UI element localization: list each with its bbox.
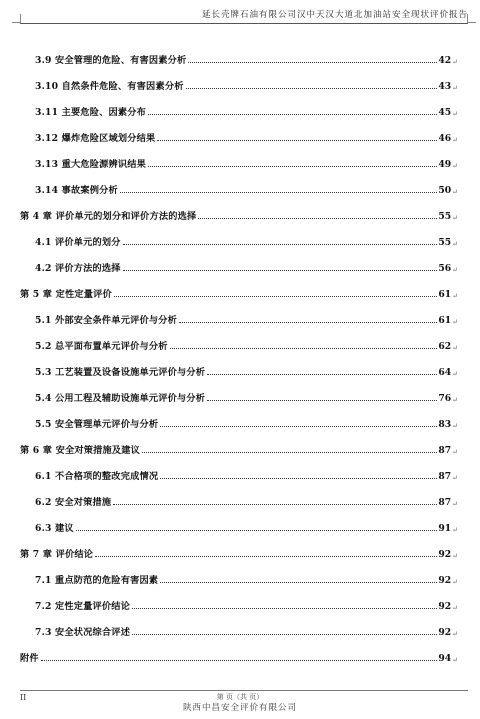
toc-leader-dots [142,452,437,453]
paragraph-mark-icon: ↵ [452,136,458,144]
toc-entry[interactable] [20,612,458,638]
toc-entry-label: 7.1 重点防范的危险有害因素 [35,575,159,586]
toc-entry-page-number: 87 [438,471,452,482]
toc-entry[interactable] [20,300,458,326]
toc-entry[interactable] [20,326,458,352]
toc-entry-page-number: 55 [438,211,452,222]
toc-entry-label: 第 5 章 定性定量评价 [20,289,112,300]
toc-entry-page-number: 56 [438,263,452,274]
toc-entry[interactable] [20,430,458,456]
toc-leader-dots [123,244,438,245]
toc-entry[interactable] [20,378,458,404]
toc-entry[interactable] [20,196,458,222]
paragraph-mark-icon: ↵ [452,240,458,248]
crop-mark-top-right [467,14,476,23]
header-rule [20,23,468,24]
toc-entry-page-number: 94 [438,653,452,664]
paragraph-mark-icon: ↵ [452,110,458,118]
toc-entry-page-number: 62 [438,341,452,352]
page-header: 延长壳牌石油有限公司汉中天汉大道北加油站安全现状评价报告 [201,10,468,20]
toc-leader-dots [41,660,438,661]
paragraph-mark-icon: ↵ [452,162,458,170]
toc-entry-label: 3.13 重大危险源辨识结果 [35,159,147,170]
toc-entry[interactable] [20,248,458,274]
toc-entry[interactable] [20,508,458,534]
toc-leader-dots [114,296,437,297]
toc-entry-label: 5.4 公用工程及辅助设施单元评价与分析 [35,393,206,404]
toc-entry-label: 3.12 爆炸危险区域划分结果 [35,133,156,144]
toc-entry-page-number: 42 [438,55,452,66]
paragraph-mark-icon: ↵ [452,604,458,612]
paragraph-mark-icon: ↵ [452,188,458,196]
toc-entry-label: 6.3 建议 [35,523,74,534]
toc-leader-dots [188,62,437,63]
toc-entry-page-number: 50 [438,185,452,196]
paragraph-mark-icon: ↵ [452,656,458,664]
paragraph-mark-icon: ↵ [452,266,458,274]
toc-entry-page-number: 49 [438,159,452,170]
footer-roman-page: II [20,693,27,702]
toc-entry-label: 4.2 评价方法的选择 [35,263,121,274]
toc-entry-page-number: 76 [438,393,452,404]
toc-entry-page-number: 91 [438,523,452,534]
toc-entry-page-number: 61 [438,289,452,300]
toc-entry[interactable] [20,352,458,378]
toc-entry[interactable] [20,274,458,300]
toc-entry-label: 3.14 事故案例分析 [35,185,118,196]
toc-leader-dots [198,218,437,219]
toc-entry[interactable] [20,534,458,560]
toc-entry-label: 7.2 定性定量评价结论 [35,601,131,612]
toc-entry-page-number: 64 [438,367,452,378]
paragraph-mark-icon: ↵ [452,396,458,404]
toc-entry-label: 3.9 安全管理的危险、有害因素分析 [35,55,187,66]
toc-leader-dots [170,348,438,349]
toc-entry-page-number: 45 [438,107,452,118]
toc-entry-page-number: 87 [438,497,452,508]
toc-entry-label: 7.3 安全状况综合评述 [35,627,131,638]
toc-entry-page-number: 55 [438,237,452,248]
paragraph-mark-icon: ↵ [452,292,458,300]
toc-entry[interactable] [20,144,458,170]
toc-entry[interactable] [20,586,458,612]
toc-entry[interactable] [20,482,458,508]
toc-leader-dots [132,608,437,609]
paragraph-mark-icon: ↵ [452,84,458,92]
paragraph-mark-icon: ↵ [452,448,458,456]
toc-entry-label: 4.1 评价单元的划分 [35,237,121,248]
toc-leader-dots [148,166,437,167]
paragraph-mark-icon: ↵ [452,474,458,482]
toc-entry-page-number: 92 [438,549,452,560]
toc-entry-label: 6.1 不合格项的整改完成情况 [35,471,159,482]
toc-entry[interactable] [20,404,458,430]
toc-entry-page-number: 92 [438,627,452,638]
toc-entry-label: 第 6 章 安全对策措施及建议 [20,445,141,456]
paragraph-mark-icon: ↵ [452,58,458,66]
toc-leader-dots [160,478,437,479]
toc-leader-dots [113,504,437,505]
paragraph-mark-icon: ↵ [452,526,458,534]
toc-leader-dots [157,140,437,141]
paragraph-mark-icon: ↵ [452,370,458,378]
toc-entry-page-number: 46 [438,133,452,144]
paragraph-mark-icon: ↵ [452,214,458,222]
toc-entry-page-number: 61 [438,315,452,326]
toc-leader-dots [120,192,437,193]
paragraph-mark-icon: ↵ [452,344,458,352]
paragraph-mark-icon: ↵ [452,422,458,430]
table-of-contents [20,40,458,664]
toc-leader-dots [186,88,438,89]
paragraph-mark-icon: ↵ [452,500,458,508]
crop-mark-top-left [12,14,21,23]
toc-entry-label: 3.11 主要危险、因素分布 [35,107,147,118]
toc-leader-dots [207,400,437,401]
toc-leader-dots [95,556,437,557]
toc-entry-label: 5.1 外部安全条件单元评价与分析 [35,315,178,326]
toc-leader-dots [160,426,437,427]
toc-leader-dots [123,270,438,271]
toc-entry-page-number: 83 [438,419,452,430]
toc-entry-label: 5.5 安全管理单元评价与分析 [35,419,159,430]
toc-entry-label: 附件 [20,653,39,664]
toc-entry[interactable] [20,222,458,248]
toc-entry-label: 6.2 安全对策措施 [35,497,112,508]
paragraph-mark-icon: ↵ [452,630,458,638]
toc-entry[interactable] [20,170,458,196]
toc-entry-label: 第 7 章 评价结论 [20,549,94,560]
toc-entry[interactable] [20,92,458,118]
toc-entry-page-number: 87 [438,445,452,456]
toc-entry[interactable] [20,118,458,144]
toc-leader-dots [179,322,437,323]
toc-entry-label: 5.3 工艺装置及设备设施单元评价与分析 [35,367,206,378]
paragraph-mark-icon: ↵ [452,318,458,326]
toc-entry-page-number: 92 [438,601,452,612]
toc-entry[interactable] [20,638,458,664]
footer-page-field: 第 页（共 页） [216,693,264,701]
paragraph-mark-icon: ↵ [452,578,458,586]
toc-entry-page-number: 92 [438,575,452,586]
footer-rule [20,690,468,691]
toc-entry[interactable] [20,456,458,482]
toc-entry[interactable] [20,66,458,92]
toc-entry-label: 第 4 章 评价单元的划分和评价方法的选择 [20,211,197,222]
toc-entry[interactable] [20,560,458,586]
toc-leader-dots [207,374,437,375]
paragraph-mark-icon: ↵ [452,552,458,560]
toc-entry-label: 3.10 自然条件危险、有害因素分析 [35,81,184,92]
footer-company: 陕西中昌安全评价有限公司 [182,703,297,713]
toc-entry[interactable] [20,40,458,66]
toc-leader-dots [160,582,437,583]
toc-entry-page-number: 43 [438,81,452,92]
toc-leader-dots [76,530,438,531]
toc-entry-label: 5.2 总平面布置单元评价与分析 [35,341,168,352]
toc-leader-dots [132,634,437,635]
toc-leader-dots [148,114,437,115]
